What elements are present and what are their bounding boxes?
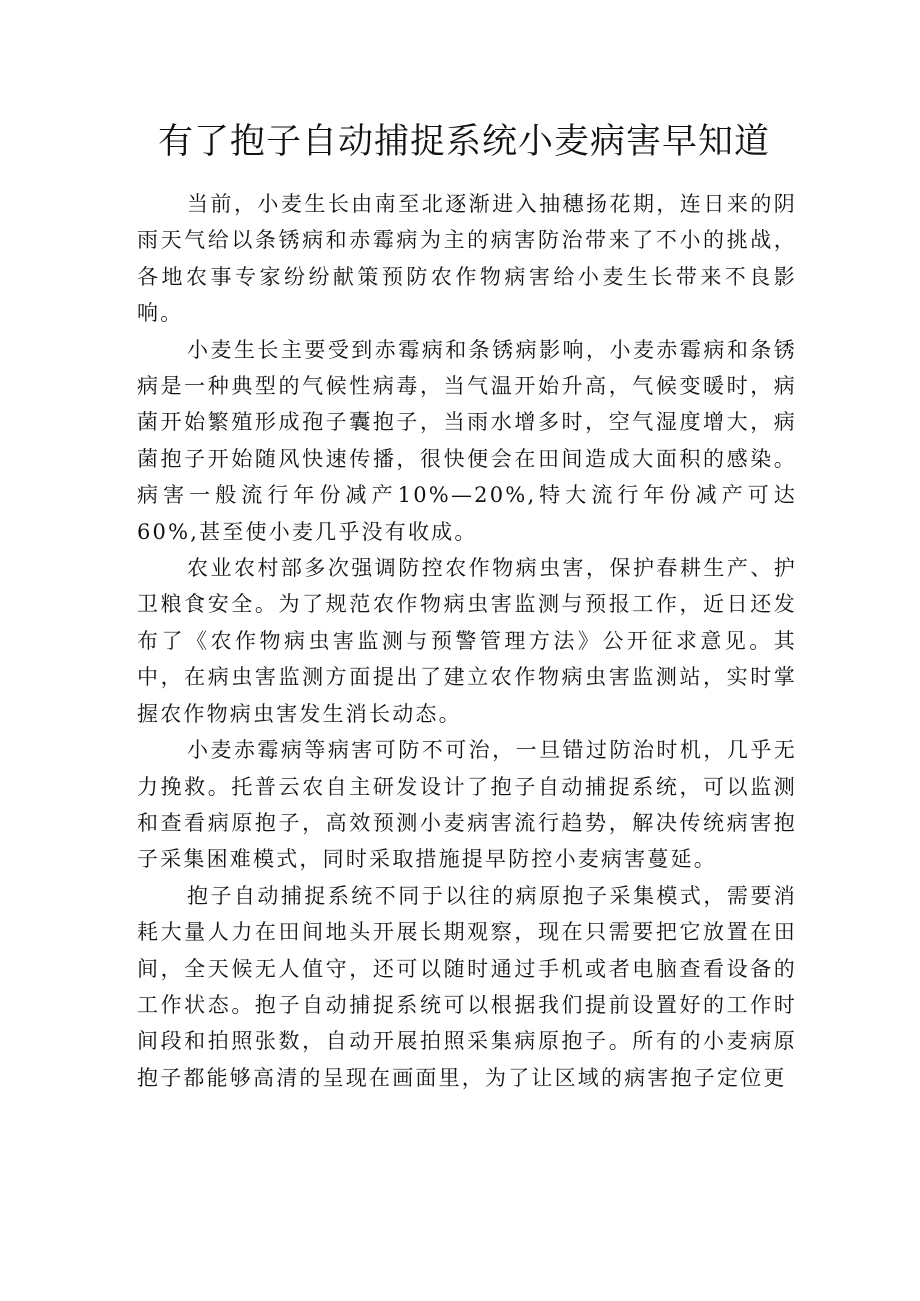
document-body <box>137 186 797 1096</box>
paragraph-4: 小麦赤霉病等病害可防不可治，一旦错过防治时机，几乎无力挽救。托普云农自主研发设计了抱子自动捕捉系统，可以监测和查看病原抱子，高效预测小麦病害流行趋势，解决传统病害抱子采集困难模式，同时采取措施提早防控小麦病害蔓延。 <box>137 738 797 872</box>
paragraph-5: 抱子自动捕捉系统不同于以往的病原抱子采集模式，需要消耗大量人力在田间地头开展长期观察，现在只需要把它放置在田间，全天候无人值守，还可以随时通过手机或者电脑查看设备的工作状态。抱子自动捕捉系统可以根据我们提前设置好的工作时间段和拍照张数，自动开展拍照采集病原抱子。所有的小麦病原抱子都能够高清的呈现在画面里，为了让区域的病害抱子定位更 <box>137 883 797 1090</box>
document-title: 有了抱子自动捕捉系统小麦病害早知道 <box>158 122 771 162</box>
paragraph-3: 农业农村部多次强调防控农作物病虫害，保护春耕生产、护卫粮食安全。为了规范农作物病虫害监测与预报工作，近日还发布了《农作物病虫害监测与预警管理方法》公开征求意见。其中，在病虫害监测方面提出了建立农作物病虫害监测站，实时掌握农作物病虫害发生消长动态。 <box>137 556 797 726</box>
paragraph-1: 当前，小麦生长由南至北逐渐进入抽穗扬花期，连日来的阴雨天气给以条锈病和赤霉病为主的病害防治带来了不小的挑战，各地农事专家纷纷献策预防农作物病害给小麦生长带来不良影响。 <box>137 192 797 326</box>
paragraph-2: 小麦生长主要受到赤霉病和条锈病影响，小麦赤霉病和条锈病是一种典型的气候性病毒，当气温开始升高，气候变暖时，病菌开始繁殖形成孢子囊抱子，当雨水增多时，空气湿度增大，病菌抱子开始随风快速传播，很快便会在田间造成大面积的感染。病害一般流行年份减产10%—20%,特大流行年份减产可达60%,甚至使小麦几乎没有收成。 <box>137 337 797 544</box>
